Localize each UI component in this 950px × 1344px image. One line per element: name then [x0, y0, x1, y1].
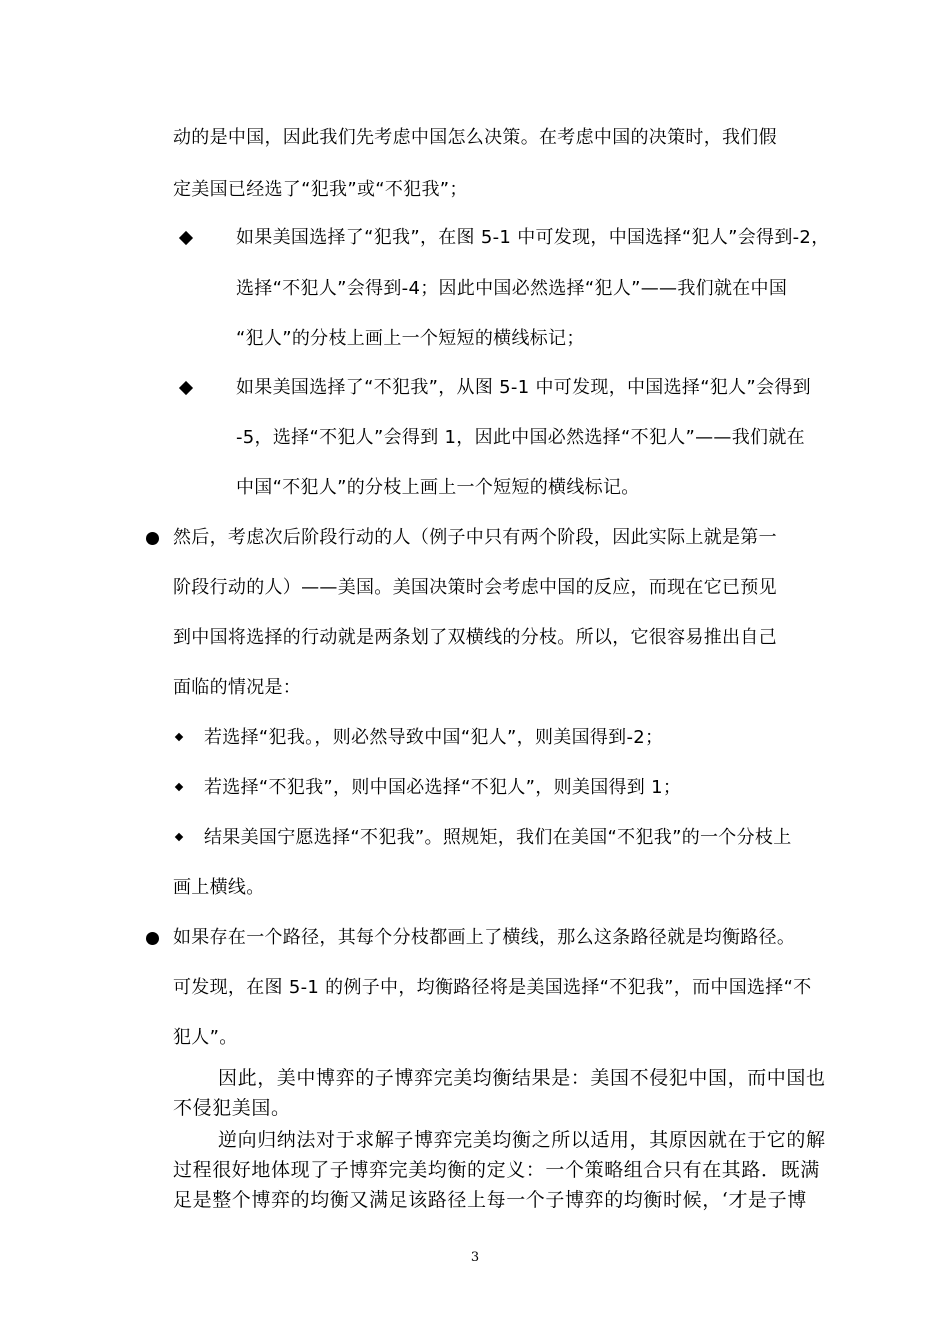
- diamond-bullet-icon: [179, 381, 193, 395]
- body-paragraph-line: 足是整个博弈的均衡又满足该路径上每一个子博弈的均衡时候，‘才是子博: [173, 1189, 807, 1211]
- paragraph-line: 定美国已经选了“犯我”或“不犯我”；: [173, 179, 468, 200]
- bullet-item-line: 然后，考虑次后阶段行动的人（例子中只有两个阶段，因此实际上就是第一: [173, 527, 777, 548]
- bullet-item-line: 犯人”。: [173, 1027, 238, 1048]
- body-paragraph-line: 不侵犯美国。: [173, 1097, 291, 1119]
- bullet-item-line: 中国“不犯人”的分枝上画上一个短短的横线标记。: [236, 477, 640, 498]
- bullet-item-line: 可发现，在图 5-1 的例子中，均衡路径将是美国选择“不犯我”，而中国选择“不: [173, 977, 812, 998]
- small-diamond-bullet-icon: [175, 833, 183, 841]
- sub-bullet-line: 若选择“犯我。，则必然导致中国“犯人”，则美国得到-2；: [204, 727, 664, 748]
- sub-bullet-line: 若选择“不犯我”，则中国必选择“不犯人”，则美国得到 1；: [204, 777, 682, 798]
- bullet-item-line: 如果美国选择了“不犯我”，从图 5-1 中可发现，中国选择“犯人”会得到: [236, 377, 811, 398]
- diamond-bullet-icon: [179, 231, 193, 245]
- small-diamond-bullet-icon: [175, 783, 183, 791]
- small-diamond-bullet-icon: [175, 733, 183, 741]
- circle-bullet-icon: [146, 532, 159, 545]
- page-number: 3: [470, 1250, 480, 1265]
- circle-bullet-icon: [146, 932, 159, 945]
- bullet-item-line: 如果美国选择了“犯我”，在图 5-1 中可发现，中国选择“犯人”会得到-2，: [236, 227, 830, 248]
- bullet-item-line: 阶段行动的人）——美国。美国决策时会考虑中国的反应，而现在它已预见: [173, 577, 777, 598]
- bullet-item-line: “犯人”的分枝上画上一个短短的横线标记；: [236, 328, 585, 349]
- bullet-item-line: 选择“不犯人”会得到-4；因此中国必然选择“犯人”——我们就在中国: [236, 278, 788, 299]
- bullet-item-line: -5，选择“不犯人”会得到 1，因此中国必然选择“不犯人”——我们就在: [236, 427, 805, 448]
- bullet-item-line: 如果存在一个路径，其每个分枝都画上了横线，那么这条路径就是均衡路径。: [173, 927, 796, 948]
- bullet-item-line: 面临的情况是：: [173, 677, 302, 698]
- body-paragraph-line: 过程很好地体现了子博弈完美均衡的定义：一个策略组合只有在其路．既满: [173, 1159, 820, 1181]
- body-paragraph-line: 因此，美中博弈的子博弈完美均衡结果是：美国不侵犯中国，而中国也: [218, 1067, 826, 1089]
- bullet-item-line: 到中国将选择的行动就是两条划了双横线的分枝。所以，它很容易推出自己: [173, 627, 777, 648]
- sub-bullet-line: 画上横线。: [173, 877, 265, 898]
- body-paragraph-line: 逆向归纳法对于求解子博弈完美均衡之所以适用，其原因就在于它的解: [218, 1129, 826, 1151]
- paragraph-line: 动的是中国，因此我们先考虑中国怎么决策。在考虑中国的决策时，我们假: [173, 127, 777, 148]
- sub-bullet-line: 结果美国宁愿选择“不犯我”。照规矩，我们在美国“不犯我”的一个分枝上: [204, 827, 792, 848]
